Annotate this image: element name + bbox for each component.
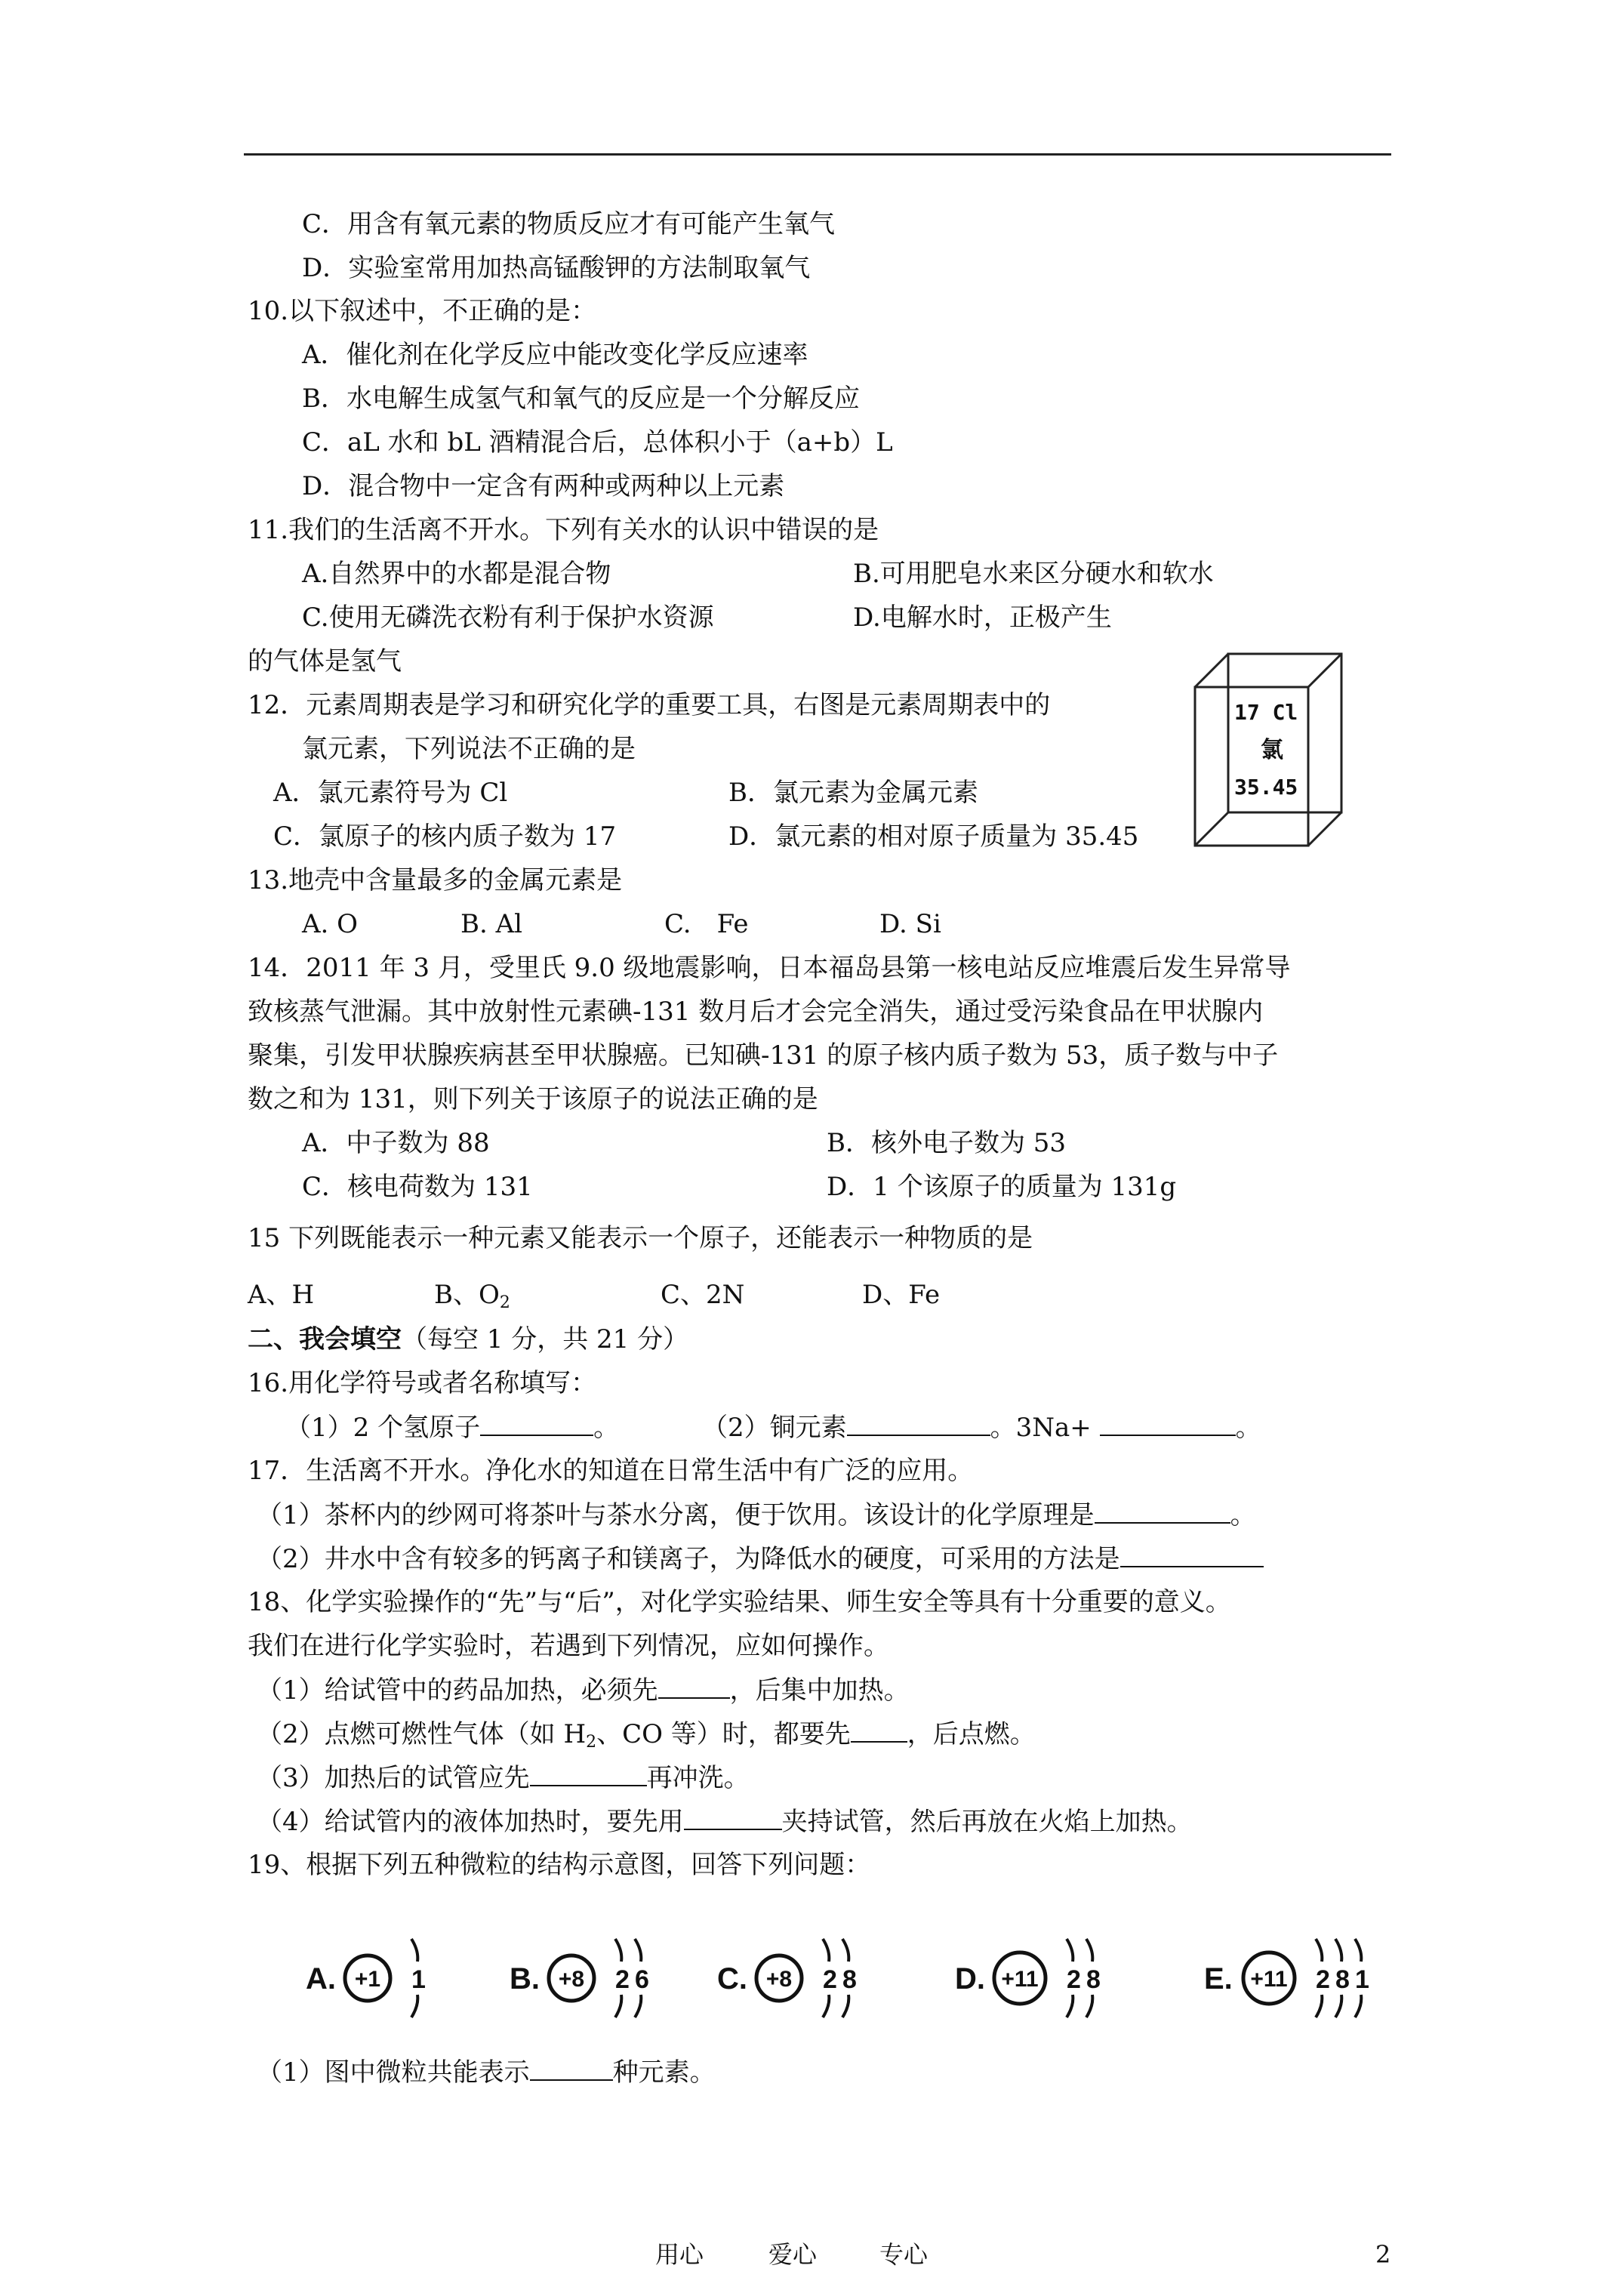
footer-word-3: 专心 — [879, 2240, 929, 2269]
atomic-structure-diagrams — [306, 1918, 1408, 2031]
q11-option-d-continued: 的气体是氢气 — [248, 646, 402, 676]
answer-blank[interactable] — [1120, 1542, 1264, 1567]
q11-option-c: C.使用无磷洗衣粉有利于保护水资源 — [302, 603, 714, 633]
answer-blank[interactable] — [530, 2055, 613, 2081]
q15-option-b: B、$O_2$ — [434, 1280, 510, 1312]
q10-option-d: D．混合物中一定含有两种或两种以上元素 — [302, 471, 785, 501]
answer-blank[interactable] — [480, 1410, 593, 1436]
nucleus-charge-5: +11 — [1250, 1967, 1288, 1992]
q15-option-a: A、H — [248, 1280, 315, 1310]
answer-blank[interactable] — [1095, 1498, 1230, 1524]
q18-part-4: （4）给试管内的液体加热时，要先用 夹持试管，然后再放在火焰上加热。 — [257, 1804, 1193, 1838]
shell-electron-count: 6 — [635, 1965, 649, 1994]
q18-part-3: （3）加热后的试管应先 再冲洗。 — [257, 1761, 750, 1795]
section-2-heading: 二、我会填空（每空 1 分，共 21 分） — [248, 1324, 689, 1354]
q17-part-1: （1）茶杯内的纱网可将茶叶与茶水分离，便于饮用。该设计的化学原理是 。 — [257, 1498, 1256, 1532]
q15-option-d: D、Fe — [862, 1280, 941, 1310]
q16-part-1: （1）2 个氢原子 。 — [285, 1410, 619, 1444]
answer-blank[interactable] — [847, 1410, 990, 1436]
cube-atomic-number-symbol: 17 Cl — [1234, 700, 1298, 725]
q13-option-a: A. O — [302, 909, 359, 939]
q15-stem: 15 下列既能表示一种元素又能表示一个原子，还能表示一种物质的是 — [248, 1223, 1033, 1253]
q12-option-c: C．氯原子的核内质子数为 17 — [273, 821, 617, 852]
q10-stem: 10.以下叙述中，不正确的是： — [248, 296, 597, 326]
q18-line-2: 我们在进行化学实验时，若遇到下列情况，应如何操作。 — [248, 1631, 889, 1661]
q9-option-c: C．用含有氧元素的物质反应才有可能产生氧气 — [302, 209, 836, 239]
q11-option-d: D.电解水时，正极产生 — [853, 603, 1112, 633]
diagram-label-2: B. — [510, 1962, 540, 1996]
diagram-label-4: D. — [955, 1962, 985, 1996]
nucleus-charge-1: +1 — [354, 1967, 381, 1992]
q11-stem: 11.我们的生活离不开水。下列有关水的认识中错误的是 — [248, 515, 879, 545]
footer-word-1: 用心 — [655, 2240, 704, 2269]
q16-stem: 16.用化学符号或者名称填写： — [248, 1368, 597, 1398]
q15-option-c: C、2N — [661, 1280, 745, 1310]
shell-electron-count: 2 — [823, 1965, 837, 1994]
q14-line-2: 致核蒸气泄漏。其中放射性元素碘-131 数月后才会完全消失，通过受污染食品在甲状腺内 — [248, 997, 1264, 1027]
q10-option-a: A．催化剂在化学反应中能改变化学反应速率 — [302, 340, 808, 370]
q18-part-1: （1）给试管中的药品加热，必须先 ，后集中加热。 — [257, 1673, 910, 1707]
q10-option-c: C．aL 水和 bL 酒精混合后，总体积小于（a+b）L — [302, 427, 893, 458]
q13-option-b: B. Al — [460, 909, 523, 939]
chlorine-element-cube-figure — [1189, 648, 1347, 852]
answer-blank[interactable] — [1100, 1410, 1236, 1436]
answer-blank[interactable] — [530, 1761, 647, 1786]
q14-option-a: A．中子数为 88 — [302, 1128, 490, 1158]
page-number: 2 — [1375, 2240, 1391, 2269]
q10-option-b: B．水电解生成氢气和氧气的反应是一个分解反应 — [302, 384, 860, 414]
q11-option-a: A.自然界中的水都是混合物 — [302, 559, 611, 589]
q14-line-1: 14．2011 年 3 月，受里氏 9.0 级地震影响，日本福岛县第一核电站反应堆震后发生异常导 — [248, 953, 1291, 983]
q14-option-c: C．核电荷数为 131 — [302, 1172, 533, 1202]
shell-electron-count: 8 — [842, 1965, 857, 1994]
nucleus-charge-4: +11 — [1001, 1967, 1039, 1992]
header-rule — [244, 153, 1391, 156]
shell-electron-count: 1 — [411, 1965, 426, 1994]
q13-stem: 13.地壳中含量最多的金属元素是 — [248, 865, 623, 895]
q9-option-d: D．实验室常用加热高锰酸钾的方法制取氧气 — [302, 253, 811, 283]
q14-option-b: B．核外电子数为 53 — [827, 1128, 1067, 1158]
q17-stem: 17．生活离不开水。净化水的知道在日常生活中有广泛的应用。 — [248, 1456, 974, 1486]
footer-word-2: 爱心 — [768, 2240, 818, 2269]
answer-blank[interactable] — [851, 1717, 907, 1743]
shell-electron-count: 8 — [1335, 1965, 1350, 1994]
answer-blank[interactable] — [658, 1673, 730, 1699]
q18-line-1: 18、化学实验操作的“先”与“后”，对化学实验结果、师生安全等具有十分重要的意义。 — [248, 1587, 1231, 1617]
shell-electron-count: 8 — [1086, 1965, 1101, 1994]
q13-option-d: D. Si — [879, 909, 941, 939]
shell-electron-count: 2 — [1316, 1965, 1330, 1994]
q19-part-1: （1）图中微粒共能表示 种元素。 — [257, 2055, 716, 2089]
cube-atomic-mass: 35.45 — [1234, 775, 1298, 800]
cube-element-name: 氯 — [1261, 737, 1283, 763]
q16-part-2: （2）铜元素 。3Na+ 。 — [702, 1410, 1261, 1444]
q14-option-d: D．1 个该原子的质量为 131g — [827, 1172, 1177, 1202]
answer-blank[interactable] — [684, 1804, 782, 1830]
q17-part-2: （2）井水中含有较多的钙离子和镁离子，为降低水的硬度，可采用的方法是 — [257, 1542, 1264, 1576]
q14-line-3: 聚集，引发甲状腺疾病甚至甲状腺癌。已知碘-131 的原子核内质子数为 53，质子数与中子 — [248, 1040, 1279, 1071]
shell-electron-count: 2 — [1067, 1965, 1081, 1994]
q18-part-2: （2）点燃可燃性气体（如 $H_2$、CO 等）时，都要先 ，后点燃。 — [257, 1717, 1036, 1759]
q12-stem: 12．元素周期表是学习和研究化学的重要工具，右图是元素周期表中的 — [248, 690, 1051, 720]
shell-electron-count: 2 — [615, 1965, 630, 1994]
q12-option-d: D．氯元素的相对原子质量为 35.45 — [728, 821, 1139, 852]
q12-option-a: A．氯元素符号为 Cl — [273, 778, 508, 808]
shell-electron-count: 1 — [1355, 1965, 1369, 1994]
q12-option-b: B．氯元素为金属元素 — [728, 778, 978, 808]
q12-stem-continued: 氯元素，下列说法不正确的是 — [302, 734, 636, 764]
q11-option-b: B.可用肥皂水来区分硬水和软水 — [853, 559, 1214, 589]
q19-stem: 19、根据下列五种微粒的结构示意图，回答下列问题： — [248, 1850, 871, 1880]
nucleus-charge-3: +8 — [765, 1967, 793, 1992]
diagram-label-3: C. — [717, 1962, 747, 1996]
q14-line-4: 数之和为 131，则下列关于该原子的说法正确的是 — [248, 1084, 818, 1114]
diagram-label-5: E. — [1204, 1962, 1233, 1996]
q13-option-c: C. Fe — [664, 909, 749, 939]
nucleus-charge-2: +8 — [558, 1967, 585, 1992]
diagram-label-1: A. — [306, 1962, 336, 1996]
